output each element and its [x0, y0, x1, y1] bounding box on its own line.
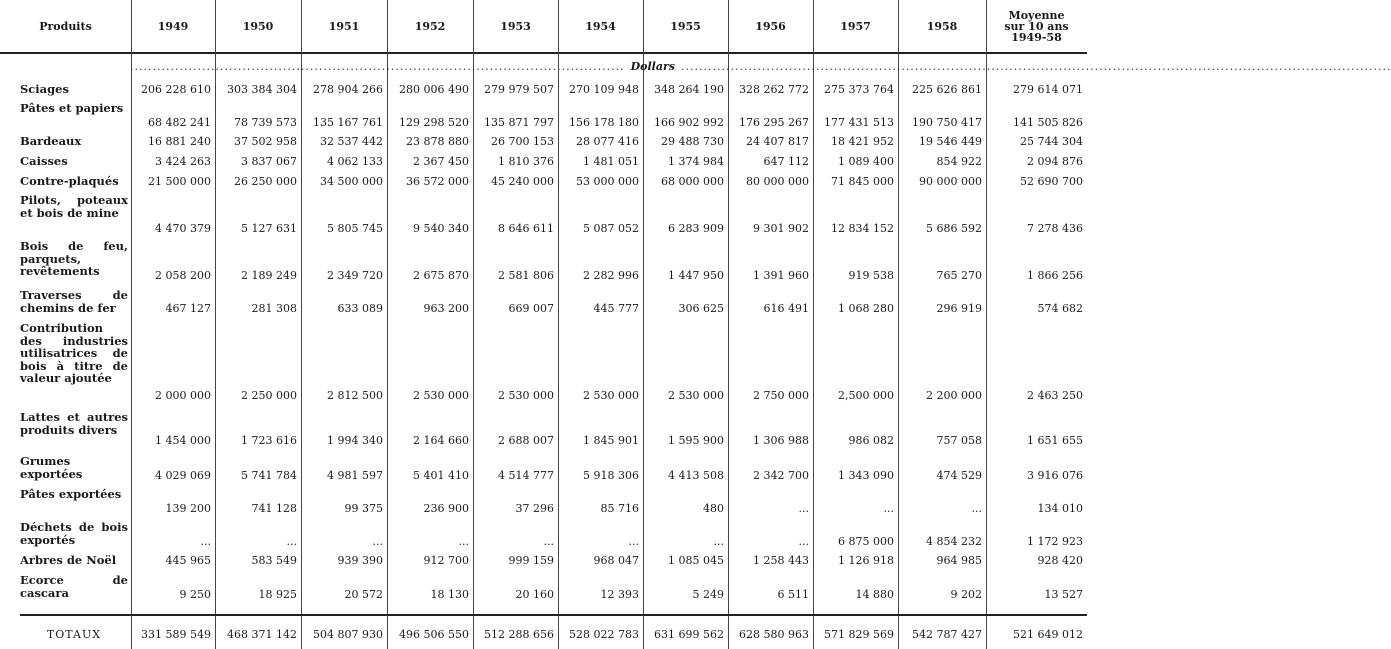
table-cell: 3 916 076 — [1027, 469, 1083, 482]
year-header: 1952 — [414, 19, 446, 33]
table-cell: 71 845 000 — [831, 175, 894, 188]
year-header: 1953 — [500, 19, 531, 33]
table-cell: 1 447 950 — [668, 269, 724, 282]
table-cell: 2 250 000 — [241, 389, 297, 402]
table-cell: 1 866 256 — [1027, 269, 1083, 282]
table-cell: 280 006 490 — [399, 83, 469, 96]
row-label: Bois de feu, parquets, revêtements — [20, 239, 128, 278]
table-cell: 19 546 449 — [919, 135, 982, 148]
table-cell: 80 000 000 — [746, 175, 809, 188]
average-header-line: 1949-58 — [1011, 30, 1062, 44]
table-cell: 1 085 045 — [668, 554, 724, 567]
total-cell: 521 649 012 — [1013, 628, 1083, 641]
column-divider — [215, 0, 216, 649]
year-header: 1949 — [157, 19, 189, 33]
table-cell: 68 482 241 — [148, 116, 211, 129]
table-cell: 37 502 958 — [234, 135, 297, 148]
table-cell: 574 682 — [1037, 302, 1083, 315]
table-cell: 34 500 000 — [320, 175, 383, 188]
column-divider — [898, 0, 899, 649]
table-cell: 141 505 826 — [1013, 116, 1083, 129]
year-header: 1955 — [670, 19, 701, 33]
table-cell: 741 128 — [251, 502, 297, 515]
table-cell: 5 805 745 — [327, 222, 383, 235]
table-cell: 4 029 069 — [155, 469, 211, 482]
table-cell: 24 407 817 — [746, 135, 809, 148]
table-cell: 2 189 249 — [241, 269, 297, 282]
average-header-line: sur 10 ans — [1004, 19, 1069, 33]
row-label: Pilots, poteaux et bois de mine — [20, 193, 128, 220]
table-cell: 9 540 340 — [413, 222, 469, 235]
row-label: Grumes exportées — [20, 454, 83, 481]
table-cell: 206 228 610 — [141, 83, 211, 96]
table-cell: 583 549 — [251, 554, 297, 567]
table-cell: ... — [200, 535, 211, 548]
totals-divider — [20, 614, 1087, 616]
table-cell: 480 — [703, 502, 724, 515]
table-cell: 53 000 000 — [576, 175, 639, 188]
table-cell: 2 463 250 — [1027, 389, 1083, 402]
table-cell: 1 595 900 — [668, 434, 724, 447]
table-cell: 85 716 — [600, 502, 639, 515]
table-cell: 999 159 — [508, 554, 554, 567]
table-cell: 2 349 720 — [327, 269, 383, 282]
table-cell: 1 454 000 — [155, 434, 211, 447]
table-cell: 2 367 450 — [413, 155, 469, 168]
table-cell: 2 200 000 — [926, 389, 982, 402]
table-cell: 3 424 263 — [155, 155, 211, 168]
row-label: Ecorce de cascara — [20, 573, 128, 600]
table-cell: 1 481 051 — [583, 155, 639, 168]
table-cell: 1 723 616 — [241, 434, 297, 447]
column-divider — [473, 0, 474, 649]
table-cell: 78 739 573 — [234, 116, 297, 129]
row-label: Bardeaux — [20, 134, 82, 148]
table-cell: 4 514 777 — [498, 469, 554, 482]
table-cell: 156 178 180 — [569, 116, 639, 129]
table-cell: 1 374 984 — [668, 155, 724, 168]
table-cell: ... — [883, 502, 894, 515]
totals-label: TOTAUX — [46, 628, 102, 641]
column-divider — [986, 0, 987, 649]
table-cell: 1 172 923 — [1027, 535, 1083, 548]
table-cell: 279 979 507 — [484, 83, 554, 96]
table-cell: 13 527 — [1044, 588, 1083, 601]
table-cell: 2 530 000 — [413, 389, 469, 402]
table-cell: 18 925 — [258, 588, 297, 601]
total-cell: 468 371 142 — [227, 628, 297, 641]
table-cell: 647 112 — [763, 155, 809, 168]
table-cell: 2 530 000 — [668, 389, 724, 402]
table-cell: 968 047 — [593, 554, 639, 567]
table-cell: ... — [458, 535, 469, 548]
table-cell: 2 094 876 — [1027, 155, 1083, 168]
average-header — [986, 0, 1087, 52]
table-cell: 5 686 592 — [926, 222, 982, 235]
table-cell: 5 741 784 — [241, 469, 297, 482]
table-cell: 2 530 000 — [583, 389, 639, 402]
table-cell: 176 295 267 — [739, 116, 809, 129]
table-cell: 2 675 870 — [413, 269, 469, 282]
table-cell: 1 306 988 — [753, 434, 809, 447]
table-header — [0, 0, 1087, 54]
total-cell: 331 589 549 — [141, 628, 211, 641]
year-header: 1951 — [328, 19, 360, 33]
table-cell: 5 401 410 — [413, 469, 469, 482]
table-cell: 225 626 861 — [912, 83, 982, 96]
table-cell: 1 089 400 — [838, 155, 894, 168]
table-cell: 1 126 918 — [838, 554, 894, 567]
total-cell: 512 288 656 — [484, 628, 554, 641]
table-cell: 633 089 — [337, 302, 383, 315]
average-header-line: Moyenne — [1008, 8, 1065, 22]
total-cell: 496 506 550 — [399, 628, 469, 641]
table-cell: 32 537 442 — [320, 135, 383, 148]
row-label: Déchets de bois exportés — [20, 520, 128, 547]
table-cell: 1 810 376 — [498, 155, 554, 168]
table-cell: ... — [971, 502, 982, 515]
table-cell: 445 965 — [165, 554, 211, 567]
table-cell: 1 343 090 — [838, 469, 894, 482]
table-cell: ... — [372, 535, 383, 548]
table-cell: 1 068 280 — [838, 302, 894, 315]
total-cell: 542 787 427 — [912, 628, 982, 641]
table-cell: 986 082 — [848, 434, 894, 447]
year-header: 1957 — [840, 19, 871, 33]
row-label: Sciages — [20, 82, 69, 96]
table-cell: 963 200 — [423, 302, 469, 315]
table-cell: 9 301 902 — [753, 222, 809, 235]
table-cell: 12 393 — [600, 588, 639, 601]
table-cell: 45 240 000 — [491, 175, 554, 188]
table-cell: 2 164 660 — [413, 434, 469, 447]
table-cell: 912 700 — [423, 554, 469, 567]
total-cell: 504 807 930 — [313, 628, 383, 641]
table-cell: 25 744 304 — [1020, 135, 1083, 148]
table-cell: 5 249 — [692, 588, 724, 601]
total-cell: 571 829 569 — [824, 628, 894, 641]
table-cell: 296 919 — [936, 302, 982, 315]
table-cell: 5 087 052 — [583, 222, 639, 235]
table-cell: 854 922 — [936, 155, 982, 168]
row-label: Lattes et autres produits divers — [20, 410, 128, 437]
leader-dots: .............................................................................................................. — [130, 60, 625, 73]
table-cell: 2 688 007 — [498, 434, 554, 447]
table-cell: 2 530 000 — [498, 389, 554, 402]
table-cell: 2 342 700 — [753, 469, 809, 482]
table-cell: 135 167 761 — [313, 116, 383, 129]
table-cell: 7 278 436 — [1027, 222, 1083, 235]
table-cell: ... — [286, 535, 297, 548]
table-cell: 467 127 — [165, 302, 211, 315]
table-cell: 14 880 — [855, 588, 894, 601]
total-cell: 628 580 963 — [739, 628, 809, 641]
unit-row — [130, 60, 1391, 76]
table-cell: 669 007 — [508, 302, 554, 315]
table-cell: 278 904 266 — [313, 83, 383, 96]
table-cell: 26 700 153 — [491, 135, 554, 148]
table-cell: 4 854 232 — [926, 535, 982, 548]
table-cell: 68 000 000 — [661, 175, 724, 188]
table-cell: 20 572 — [344, 588, 383, 601]
table-cell: 4 062 133 — [327, 155, 383, 168]
column-divider — [558, 0, 559, 649]
leader-dots: .............................................................................................................................................................. — [680, 60, 1391, 73]
table-cell: 275 373 764 — [824, 83, 894, 96]
table-cell: 939 390 — [337, 554, 383, 567]
year-header: 1956 — [755, 19, 786, 33]
table-cell: 303 384 304 — [227, 83, 297, 96]
table-cell: 139 200 — [165, 502, 211, 515]
table-cell: 166 902 992 — [654, 116, 724, 129]
row-label: Pâtes et papiers — [20, 101, 124, 115]
table-cell: 29 488 730 — [661, 135, 724, 148]
table-cell: 23 878 880 — [406, 135, 469, 148]
row-label: Caisses — [20, 154, 68, 168]
table-cell: 190 750 417 — [912, 116, 982, 129]
table-cell: 37 296 — [515, 502, 554, 515]
table-cell: 129 298 520 — [399, 116, 469, 129]
table-cell: 279 614 071 — [1013, 83, 1083, 96]
table-cell: 2 581 806 — [498, 269, 554, 282]
table-cell: 616 491 — [763, 302, 809, 315]
table-cell: 348 264 190 — [654, 83, 724, 96]
table-cell: 964 985 — [936, 554, 982, 567]
column-divider — [301, 0, 302, 649]
table-cell: 36 572 000 — [406, 175, 469, 188]
table-cell: 9 250 — [179, 588, 211, 601]
table-cell: 26 250 000 — [234, 175, 297, 188]
column-divider — [728, 0, 729, 649]
table-cell: 12 834 152 — [831, 222, 894, 235]
table-cell: 6 511 — [777, 588, 809, 601]
table-cell: 3 837 067 — [241, 155, 297, 168]
table-cell: 281 308 — [251, 302, 297, 315]
table-cell: 8 646 611 — [498, 222, 554, 235]
row-label: Arbres de Noël — [20, 553, 117, 567]
table-cell: 757 058 — [936, 434, 982, 447]
table-cell: 765 270 — [936, 269, 982, 282]
table-cell: 4 470 379 — [155, 222, 211, 235]
table-cell: 20 160 — [515, 588, 554, 601]
table-cell: 4 413 508 — [668, 469, 724, 482]
year-header: 1950 — [242, 19, 274, 33]
table-cell: 474 529 — [936, 469, 982, 482]
table-cell: 5 918 306 — [583, 469, 639, 482]
table-cell: ... — [713, 535, 724, 548]
unit-label: Dollars — [630, 60, 675, 73]
products-header: Produits — [39, 19, 92, 33]
table-cell: 328 262 772 — [739, 83, 809, 96]
table-cell: 1 391 960 — [753, 269, 809, 282]
year-header: 1954 — [585, 19, 616, 33]
table-cell: 2 750 000 — [753, 389, 809, 402]
table-cell: 28 077 416 — [576, 135, 639, 148]
table-cell: 6 283 909 — [668, 222, 724, 235]
total-cell: 631 699 562 — [654, 628, 724, 641]
table-cell: 16 881 240 — [148, 135, 211, 148]
row-label: Contre-plaqués — [20, 174, 119, 188]
table-cell: 5 127 631 — [241, 222, 297, 235]
table-cell: 236 900 — [423, 502, 469, 515]
table-cell: ... — [798, 535, 809, 548]
table-cell: 177 431 513 — [824, 116, 894, 129]
table-cell: 2 000 000 — [155, 389, 211, 402]
column-divider — [131, 0, 132, 649]
table-cell: 90 000 000 — [919, 175, 982, 188]
table-cell: 134 010 — [1037, 502, 1083, 515]
table-cell: 52 690 700 — [1020, 175, 1083, 188]
table-cell: 1 258 443 — [753, 554, 809, 567]
table-cell: 270 109 948 — [569, 83, 639, 96]
table-cell: 1 994 340 — [327, 434, 383, 447]
table-cell: 18 130 — [430, 588, 469, 601]
table-cell: 2 812 500 — [327, 389, 383, 402]
table-cell: 306 625 — [678, 302, 724, 315]
table-cell: 9 202 — [950, 588, 982, 601]
table-cell: 135 871 797 — [484, 116, 554, 129]
column-divider — [387, 0, 388, 649]
table-cell: ... — [628, 535, 639, 548]
table-cell: 445 777 — [593, 302, 639, 315]
total-cell: 528 022 783 — [569, 628, 639, 641]
table-cell: 919 538 — [848, 269, 894, 282]
row-label: Pâtes exportées — [20, 487, 122, 501]
column-divider — [643, 0, 644, 649]
table-cell: ... — [798, 502, 809, 515]
table-cell: 99 375 — [344, 502, 383, 515]
table-cell: 2 058 200 — [155, 269, 211, 282]
year-header: 1958 — [926, 19, 958, 33]
table-cell: 18 421 952 — [831, 135, 894, 148]
table-cell: 2 282 996 — [583, 269, 639, 282]
column-divider — [813, 0, 814, 649]
table-cell: ... — [543, 535, 554, 548]
table-cell: 4 981 597 — [327, 469, 383, 482]
table-cell: 2,500 000 — [838, 389, 894, 402]
table-cell: 21 500 000 — [148, 175, 211, 188]
row-label: Traverses de chemins de fer — [20, 288, 128, 315]
table-cell: 6 875 000 — [838, 535, 894, 548]
table-cell: 1 845 901 — [583, 434, 639, 447]
row-label: Contribution des industries utilisatrices de bois à titre de valeur ajoutée — [20, 321, 128, 385]
table-cell: 1 651 655 — [1027, 434, 1083, 447]
table-cell: 928 420 — [1037, 554, 1083, 567]
